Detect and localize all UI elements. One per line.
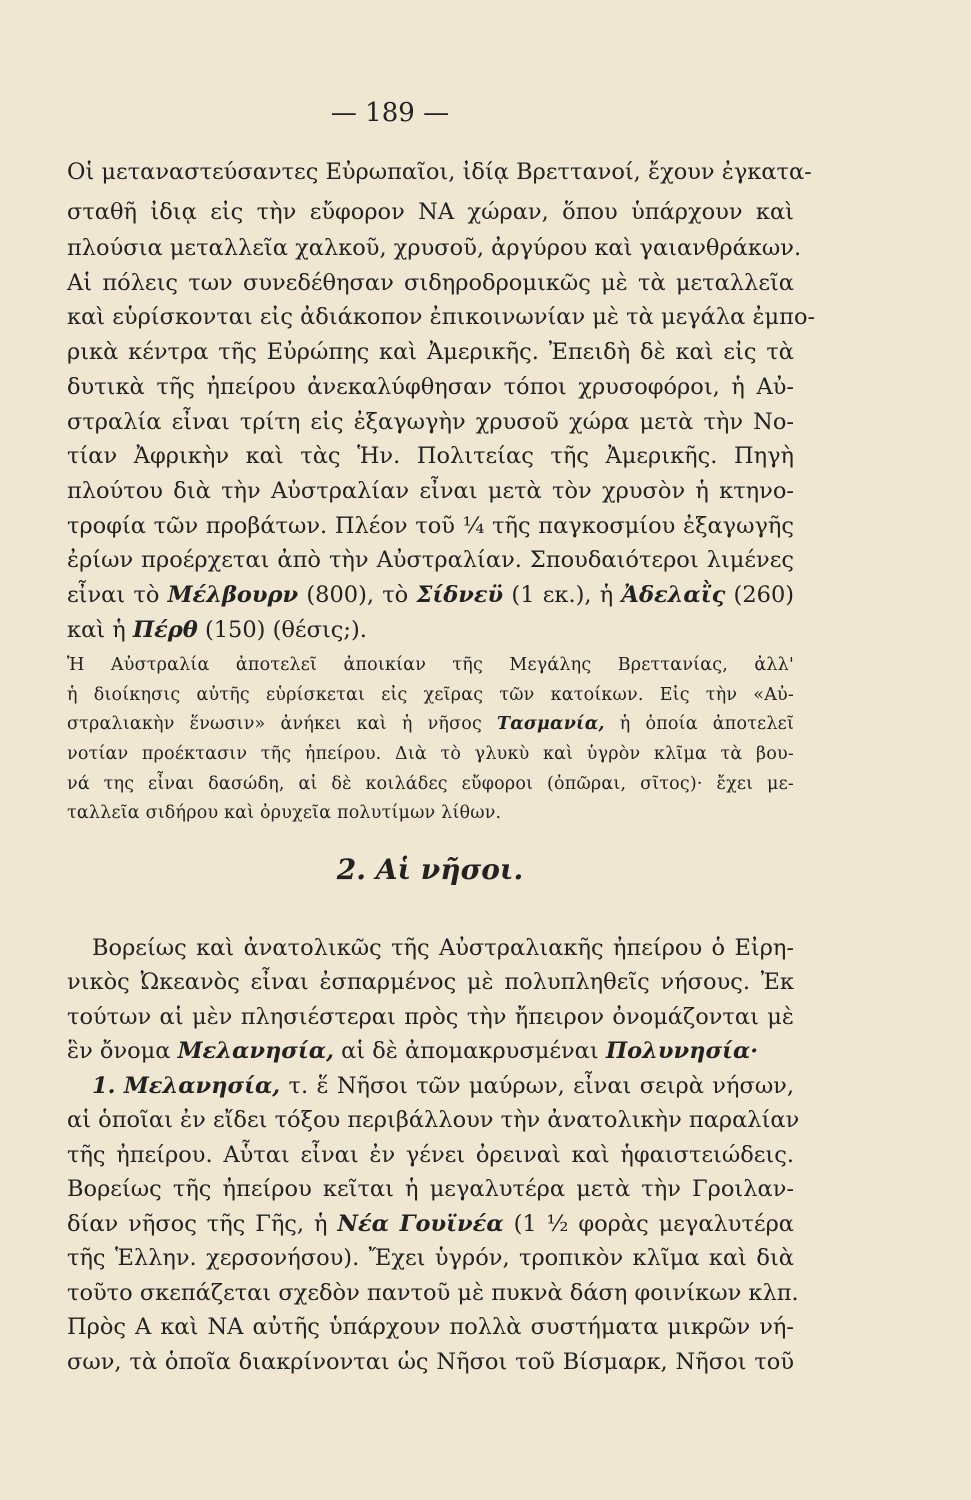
text-line: πλούσια μεταλλεῖα χαλκοῦ, χρυσοῦ, ἀργύρου καὶ γαιανθράκων. bbox=[67, 235, 802, 261]
text-line bbox=[67, 1209, 794, 1239]
text-line bbox=[67, 615, 794, 645]
section-title: 2. Αἱ νῆσοι. bbox=[336, 853, 524, 886]
text-line bbox=[67, 1036, 794, 1066]
text-run: δίαν νῆσος τῆς Γῆς, ἡ bbox=[67, 1211, 328, 1237]
region-name: Μελανησία, bbox=[177, 1038, 334, 1064]
text-run: στραλιακὴν ἕνωσιν» ἀνήκει καὶ ἡ νῆσος bbox=[67, 714, 482, 734]
text-line: αἱ ὁποῖαι ἐν εἴδει τόξου περιβάλλουν τὴν ἀνατολικὴν παραλίαν bbox=[67, 1107, 800, 1133]
text-run: (800), τὸ bbox=[306, 582, 409, 608]
text-line: τούτων αἱ μὲν πλησιέστεραι πρὸς τὴν ἤπειρον ὀνομάζονται μὲ bbox=[67, 1004, 794, 1030]
text-line: νικὸς Ὠκεανὸς εἶναι ἐσπαρμένος μὲ πολυπληθεῖς νήσους. Ἐκ bbox=[67, 969, 794, 995]
region-name: Πολυνησία· bbox=[605, 1038, 759, 1064]
page-number: — 189 — bbox=[330, 98, 450, 128]
text-line: τίαν Ἀφρικὴν καὶ τὰς Ἡν. Πολιτείας τῆς Ἀμερικῆς. Πηγὴ bbox=[67, 443, 794, 469]
text-run: (150) (θέσις;). bbox=[204, 617, 367, 643]
small-text-line: ταλλεῖα σιδήρου καὶ ὀρυχεῖα πολυτίμων λίθων. bbox=[67, 803, 502, 823]
text-line: ρικὰ κέντρα τῆς Εὐρώπης καὶ Ἀμερικῆς. Ἐπειδὴ δὲ καὶ εἰς τὰ bbox=[67, 339, 794, 365]
text-line: καὶ εὑρίσκονται εἰς ἀδιάκοπον ἐπικοινωνίαν μὲ τὰ μεγάλα ἐμπο- bbox=[67, 304, 816, 330]
text-line: τῆς ἠπείρου. Αὗται εἶναι ἐν γένει ὀρειναὶ καὶ ἡφαιστειώδεις. bbox=[67, 1142, 794, 1168]
text-line: Βορείως τῆς ἠπείρου κεῖται ἡ μεγαλυτέρα μετὰ τὴν Γροιλαν- bbox=[67, 1176, 794, 1202]
text-line: Αἱ πόλεις των συνεδέθησαν σιδηροδρομικῶς μὲ τὰ μεταλλεῖα bbox=[67, 270, 794, 296]
text-line: τοῦτο σκεπάζεται σχεδὸν παντοῦ μὲ πυκνὰ δάση φοινίκων κλπ. bbox=[67, 1280, 799, 1306]
text-line bbox=[67, 580, 794, 610]
text-line: σταθῆ ἰδιᾳ εἰς τὴν εὔφορον ΝΑ χώραν, ὅπου ὑπάρχουν καὶ bbox=[67, 199, 794, 225]
text-run: καὶ ἡ bbox=[67, 617, 126, 643]
text-run: (260) bbox=[733, 582, 795, 608]
text-line: πλούτου διὰ τὴν Αὐστραλίαν εἶναι μετὰ τὸν χρυσὸν ἡ κτηνο- bbox=[67, 478, 794, 504]
text-run: ἡ ὁποία ἀποτελεῖ bbox=[619, 714, 795, 734]
island-name: Τασμανία, bbox=[497, 714, 605, 734]
text-line: Πρὸς Α καὶ ΝΑ αὐτῆς ὑπάρχουν πολλὰ συστήματα μικρῶν νή- bbox=[67, 1314, 794, 1340]
small-text-line bbox=[67, 712, 794, 736]
text-line: τροφία τῶν προβάτων. Πλέον τοῦ ¼ τῆς παγκοσμίου ἐξαγωγῆς bbox=[67, 513, 794, 539]
city-name: Πέρθ bbox=[132, 617, 198, 643]
text-line: σων, τὰ ὁποῖα διακρίνονται ὡς Νῆσοι τοῦ Βίσμαρκ, Νῆσοι τοῦ bbox=[67, 1349, 794, 1375]
text-line: δυτικὰ τῆς ἠπείρου ἀνεκαλύφθησαν τόποι χρυσοφόροι, ἡ Αὐ- bbox=[67, 374, 794, 400]
region-name: Μελανησία, bbox=[123, 1073, 281, 1099]
text-line: στραλία εἶναι τρίτη εἰς ἐξαγωγὴν χρυσοῦ χώρα μετὰ τὴν Νο- bbox=[67, 409, 794, 435]
text-line bbox=[92, 1071, 794, 1101]
text-run: τ. ἕ Νῆσοι τῶν μαύρων, εἶναι σειρὰ νήσων, bbox=[288, 1073, 795, 1099]
text-run: (1 ½ φορὰς μεγαλυτέρα bbox=[513, 1211, 794, 1237]
island-name: Νέα Γουϊνέα bbox=[337, 1211, 504, 1237]
item-number: 1. bbox=[92, 1073, 116, 1099]
small-text-line: νά της εἶναι δασώδη, αἱ δὲ κοιλάδες εὔφοροι (ὀπῶραι, σῖτος)· ἔχει με- bbox=[67, 774, 794, 794]
text-run: ἓν ὄνομα bbox=[67, 1038, 171, 1064]
small-text-line: νοτίαν προέκτασιν τῆς ἠπείρου. Διὰ τὸ γλυκὺ καὶ ὑγρὸν κλῖμα τὰ βου- bbox=[67, 744, 794, 764]
small-text-line: ἡ διοίκησις αὐτῆς εὑρίσκεται εἰς χεῖρας τῶν κατοίκων. Εἰς τὴν «Αὐ- bbox=[67, 685, 794, 705]
city-name: Ἀδελαῒς bbox=[621, 582, 726, 608]
text-line: Βορείως καὶ ἀνατολικῶς τῆς Αὐστραλιακῆς ἠπείρου ὁ Εἰρη- bbox=[92, 935, 794, 961]
text-run: εἶναι τὸ bbox=[67, 582, 160, 608]
text-run: (1 εκ.), ἡ bbox=[511, 582, 614, 608]
city-name: Σίδνεϋ bbox=[416, 582, 504, 608]
city-name: Μέλβουρν bbox=[167, 582, 299, 608]
text-line: Οἱ μεταναστεύσαντες Εὐρωπαῖοι, ἰδίᾳ Βρεττανοί, ἔχουν ἐγκατα- bbox=[67, 159, 812, 185]
text-line: τῆς Ἑλλην. χερσονήσου). Ἔχει ὑγρόν, τροπικὸν κλῖμα καὶ διὰ bbox=[67, 1245, 794, 1271]
text-line: ἐρίων προέρχεται ἀπὸ τὴν Αὐστραλίαν. Σπουδαιότεροι λιμένες bbox=[67, 547, 794, 573]
small-text-line: Ἡ Αὐστραλία ἀποτελεῖ ἀποικίαν τῆς Μεγάλης Βρεττανίας, ἀλλ' bbox=[67, 655, 794, 675]
text-run: αἱ δὲ ἀπομακρυσμέναι bbox=[341, 1038, 599, 1064]
